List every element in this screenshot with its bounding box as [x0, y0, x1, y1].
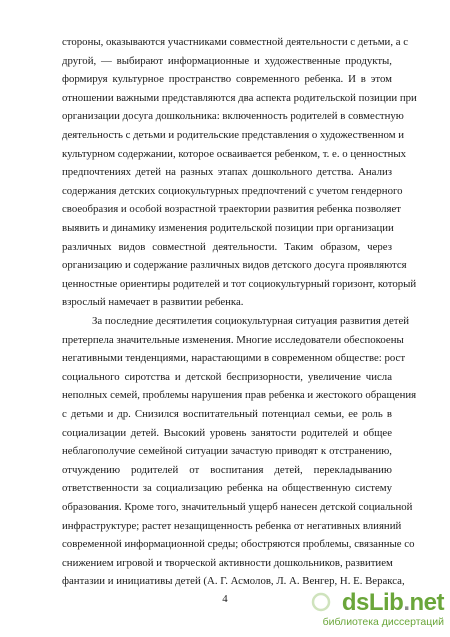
text-line: неполных семей, проблемы нарушения прав ребенка и жестокого обращения — [62, 389, 417, 402]
text-line: организацию и содержание различных видов детского досуга проявляются — [62, 259, 407, 272]
text-line: ответственности за социализацию ребенка на общественную систему — [62, 482, 392, 495]
text-line: культурном содержании, которое осваивается ребенком, т. е. о ценностных — [62, 147, 407, 160]
watermark-logo — [342, 591, 444, 615]
page-number: 4 — [222, 593, 228, 605]
logo-tld: net — [409, 589, 444, 616]
text-line: фантазии и инициативы детей (А. Г. Асмолов, Л. А. Венгер, Н. Е. Веракса, — [62, 575, 405, 588]
text-line: организации досуга дошкольника: включенность родителей в совместную — [62, 110, 404, 123]
text-line: с детьми и др. Снизился воспитательный потенциал семьи, ее роль в — [62, 408, 392, 420]
dslib-watermark[interactable] — [316, 591, 444, 631]
text-line: социального сиротства и детской беспризорности, увеличение числа — [62, 370, 392, 383]
text-line: социализации детей. Высокий уровень занятости родителей и общее — [62, 426, 392, 439]
text-line: инфраструктуре; растет незащищенность ребенка от негативных влияний — [62, 519, 402, 532]
text-line: неблагополучие семейной ситуации зачастую приводят к отстранению, — [62, 445, 392, 458]
text-line: современной информационной среды; обостряются проблемы, связанные со — [62, 538, 415, 551]
watermark-subtitle: библиотека диссертаций — [322, 616, 444, 628]
logo-dot: . — [403, 589, 410, 616]
text-line: предпочтениях детей на разных этапах дошкольного детства. Анализ — [62, 166, 392, 179]
text-line: отношении важными представляются два аспекта родительской позиции при — [62, 91, 417, 104]
text-line: За последние десятилетия социокультурная ситуация развития детей — [92, 315, 410, 327]
text-line: содержания детских социокультурных предпочтений с учетом гендерного — [62, 184, 403, 197]
text-line: формируя культурное пространство современного ребенка. И в этом — [62, 73, 392, 86]
text-line: деятельность с детьми и родительские представления о художественном и — [62, 129, 405, 141]
logo-ring-icon — [310, 591, 332, 613]
text-line: снижением игровой и творческой активности дошкольников, развитием — [62, 556, 393, 569]
text-line: выявить и динамику изменения родительской позиции при организации — [62, 222, 394, 234]
text-line: стороны, оказываются участниками совместной деятельности с детьми, а с — [62, 36, 409, 48]
text-line: претерпела значительные изменения. Многие исследователи обеспокоены — [62, 333, 404, 346]
text-line: отчуждению родителей от воспитания детей, перекладыванию — [62, 463, 392, 476]
text-line: своеобразия и особой возрастной траектории развития ребенка позволяет — [62, 203, 402, 216]
text-line: различных видов совместной деятельности. Таким образом, через — [62, 240, 392, 253]
text-line: негативными тенденциями, нарастающими в современном обществе: рост — [62, 352, 406, 365]
text-line: образования. Кроме того, значительный ущерб нанесен детской социальной — [62, 501, 413, 513]
text-line: ценностные ориентиры родителей и тот социокультурный горизонт, который — [62, 277, 417, 290]
text-line: взрослый намечает в развитии ребенка. — [62, 296, 244, 309]
logo-main: dsLib — [341, 589, 404, 616]
text-line: другой, — выбирают информационные и художественные продукты, — [62, 54, 392, 67]
